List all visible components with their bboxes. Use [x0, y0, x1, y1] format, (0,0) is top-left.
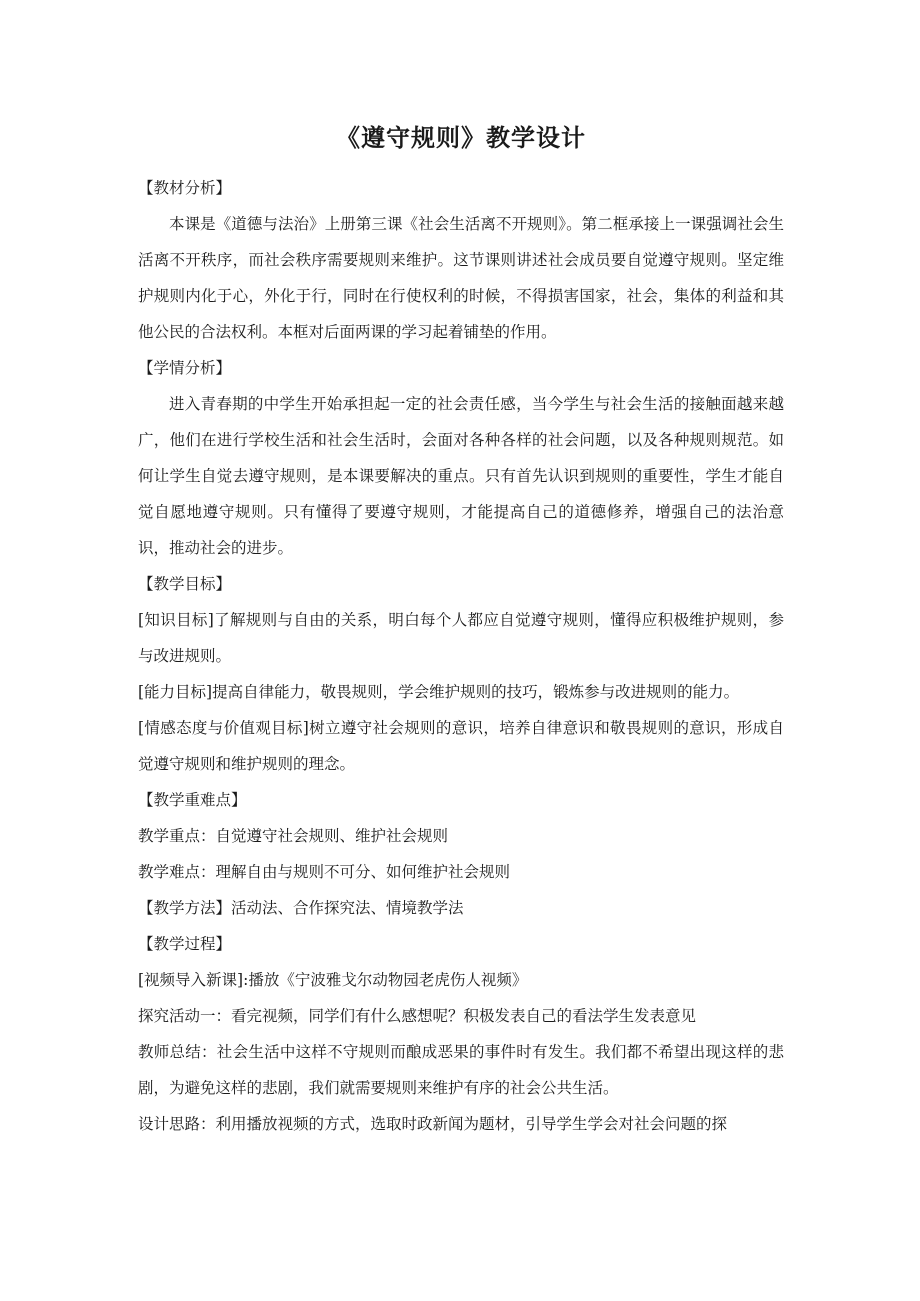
- document-title: 《遵守规则》教学设计: [336, 123, 586, 152]
- teacher-summary: 教师总结：社会生活中这样不守规则而酿成恶果的事件时有发生。我们都不希望出现这样的悲剧，为避免这样的悲剧，我们就需要规则来维护有序的社会公共生活。: [138, 1043, 784, 1097]
- goal-ability: [能力目标]提高自律能力，敬畏规则，学会维护规则的技巧，锻炼参与改进规则的能力。: [138, 683, 740, 701]
- method-line: 【教学方法】活动法、合作探究法、情境教学法: [138, 899, 464, 917]
- document-page: [138, 118, 784, 1142]
- design-idea: 设计思路：利用播放视频的方式，选取时政新闻为题材，引导学生学会对社会问题的探: [138, 1115, 728, 1133]
- section-heading-goals: 【教学目标】: [138, 575, 232, 593]
- key-point: 教学重点：自觉遵守社会规则、维护社会规则: [138, 827, 449, 845]
- section-heading-textbook: 【教材分析】: [138, 179, 232, 197]
- section-heading-process: 【教学过程】: [138, 935, 232, 953]
- paragraph-textbook: 本课是《道德与法治》上册第三课《社会生活离不开规则》。第二框承接上一课强调社会生活离不开秩序，而社会秩序需要规则来维护。这节课则讲述社会成员要自觉遵守规则。坚定维护规则内化于心，外化于行，同时在行使权利的时候，不得损害国家，社会，集体的利益和其他公民的合法权利。本框对后面两课的学习起着铺垫的作用。: [138, 215, 784, 341]
- paragraph-learner: 进入青春期的中学生开始承担起一定的社会责任感，当今学生与社会生活的接触面越来越广，他们在进行学校生活和社会生活时，会面对各种各样的社会问题，以及各种规则规范。如何让学生自觉去遵守规则，是本课要解决的重点。只有首先认识到规则的重要性，学生才能自觉自愿地遵守规则。只有懂得了要遵守规则，才能提高自己的道德修养，增强自己的法治意识，推动社会的进步。: [138, 395, 784, 557]
- video-intro: [视频导入新课]:播放《宁波雅戈尔动物园老虎伤人视频》: [138, 971, 528, 989]
- section-heading-key: 【教学重难点】: [138, 791, 247, 809]
- goal-knowledge: [知识目标]了解规则与自由的关系，明白每个人都应自觉遵守规则，懂得应积极维护规则，参与改进规则。: [138, 611, 784, 665]
- difficult-point: 教学难点：理解自由与规则不可分、如何维护社会规则: [138, 863, 511, 881]
- goal-emotion: [情感态度与价值观目标]树立遵守社会规则的意识，培养自律意识和敬畏规则的意识，形成自觉遵守规则和维护规则的理念。: [138, 719, 784, 773]
- section-heading-learner: 【学情分析】: [138, 359, 232, 377]
- activity-one: 探究活动一：看完视频，同学们有什么感想呢？积极发表自己的看法学生发表意见: [138, 1007, 697, 1025]
